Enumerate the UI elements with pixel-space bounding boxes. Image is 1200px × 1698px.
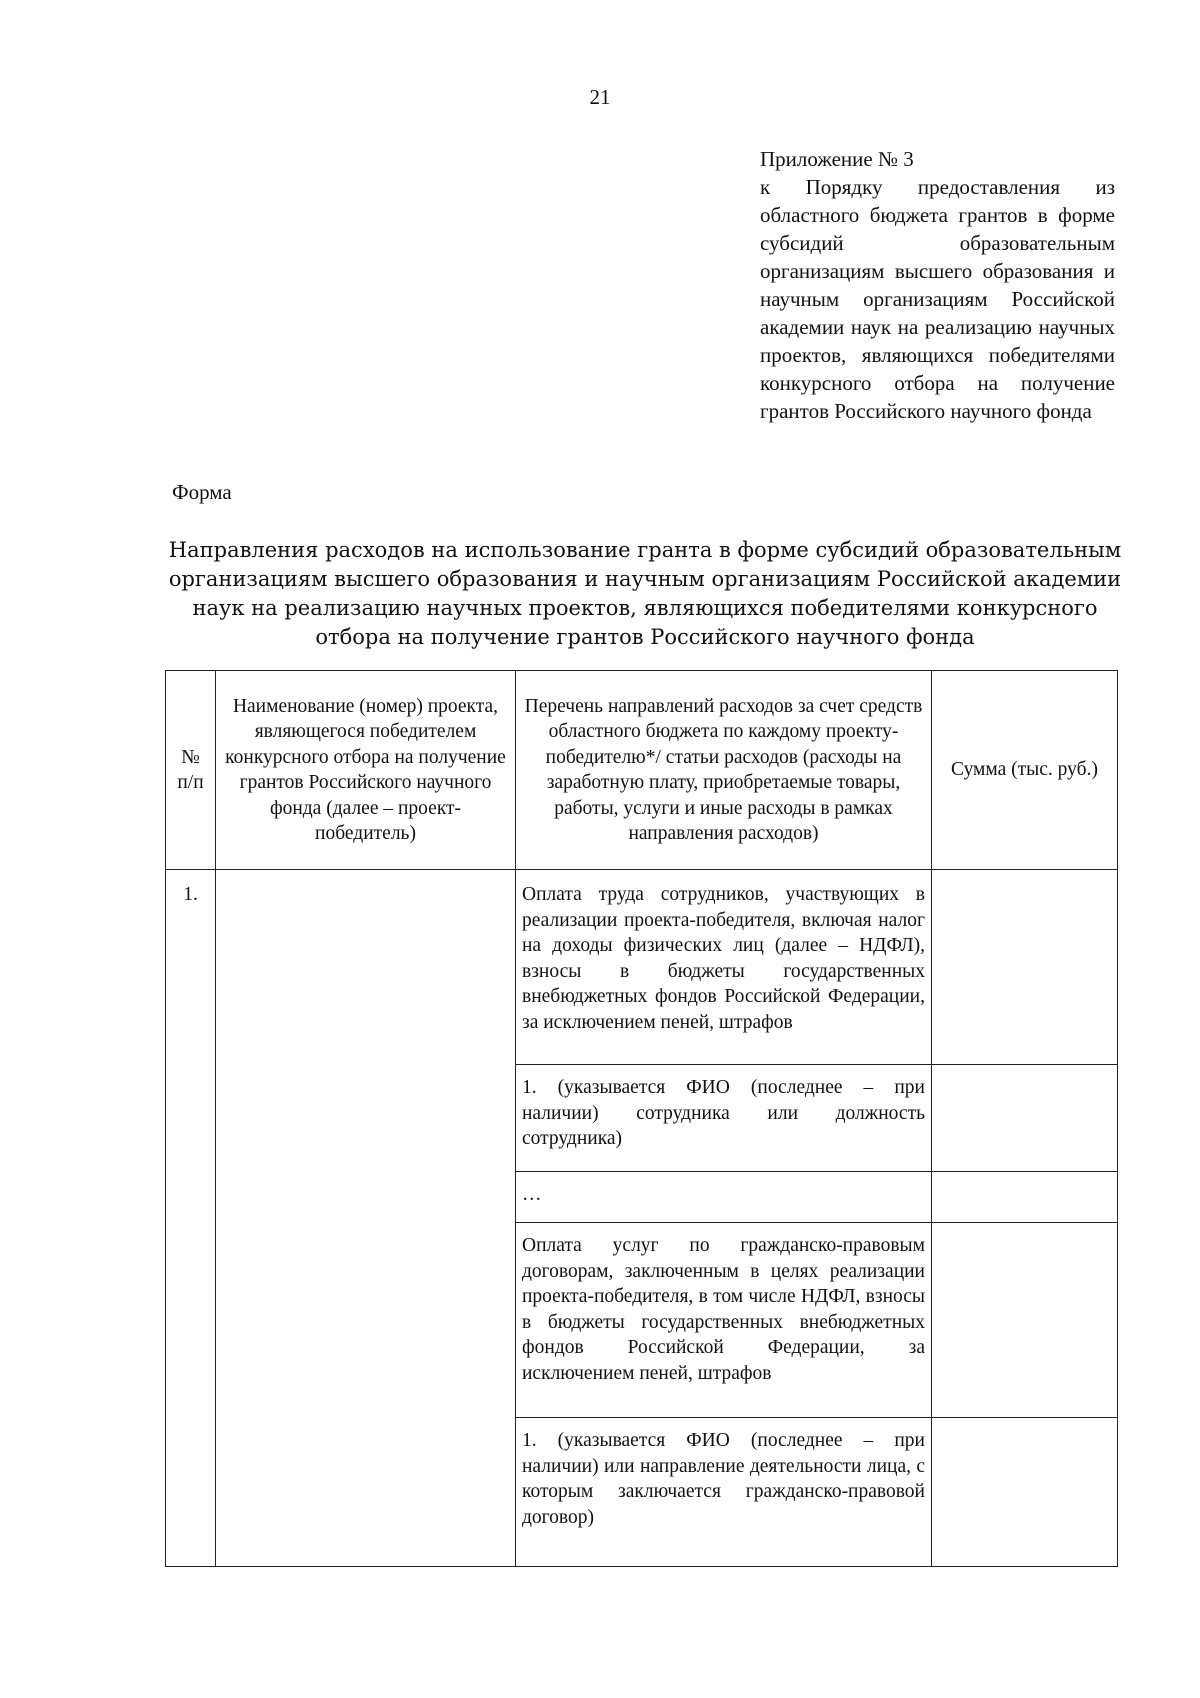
header-directions: Перечень направлений расходов за счет средств областного бюджета по каждому проекту-победителю*/ статьи расходов (расходы на заработную плату, приобретаемые товары, работы, услуги и иные расходы в рамках направления расходов) — [516, 671, 932, 870]
form-label: Форма — [172, 480, 232, 504]
row-number: 1. — [166, 870, 216, 1567]
project-name-cell — [216, 870, 516, 1567]
sum-cell — [932, 1172, 1118, 1223]
header-project-name: Наименование (номер) проекта, являющегося победителем конкурсного отбора на получение грантов Российского научного фонда (далее – проект-победитель) — [216, 671, 516, 870]
direction-cell: 1. (указывается ФИО (последнее – при наличии) или направление деятельности лица, с которым заключается гражданско-правовой договор) — [516, 1418, 932, 1567]
document-title: Направления расходов на использование гранта в форме субсидий образовательным организациям высшего образования и научным организациям Российской академии наук на реализацию научных проектов, являющихся победителями конкурсного отбора на получение грантов Российского научного фонда — [168, 538, 1122, 649]
appendix-block — [760, 145, 1115, 425]
sum-cell — [932, 870, 1118, 1065]
appendix-title: Приложение № 3 — [760, 147, 914, 171]
sum-cell — [932, 1418, 1118, 1567]
direction-cell: Оплата услуг по гражданско-правовым договорам, заключенным в целях реализации проекта-победителя, в том числе НДФЛ, взносы в бюджеты государственных внебюджетных фондов Российской Федерации, за исключением пеней, штрафов — [516, 1223, 932, 1418]
sum-cell — [932, 1223, 1118, 1418]
direction-cell: 1. (указывается ФИО (последнее – при наличии) сотрудника или должность сотрудника) — [516, 1065, 932, 1172]
table-header-row — [166, 671, 1118, 870]
header-sum: Сумма (тыс. руб.) — [932, 671, 1118, 870]
direction-cell: Оплата труда сотрудников, участвующих в реализации проекта-победителя, включая налог на доходы физических лиц (далее – НДФЛ), взносы в бюджеты государственных внебюджетных фондов Российской Федерации, за исключением пеней, штрафов — [516, 870, 932, 1065]
table-row — [166, 870, 1118, 1065]
header-num: № п/п — [166, 671, 216, 870]
appendix-text: к Порядку предоставления из областного бюджета грантов в форме субсидий образовательным организациям высшего образования и научным организациям Российской академии наук на реализацию научных проектов, являющихся победителями конкурсного отбора на получение грантов Российского научного фонда — [760, 175, 1115, 423]
page-number: 21 — [589, 85, 611, 109]
direction-cell: … — [516, 1172, 932, 1223]
sum-cell — [932, 1065, 1118, 1172]
expenses-table — [165, 670, 1118, 1567]
